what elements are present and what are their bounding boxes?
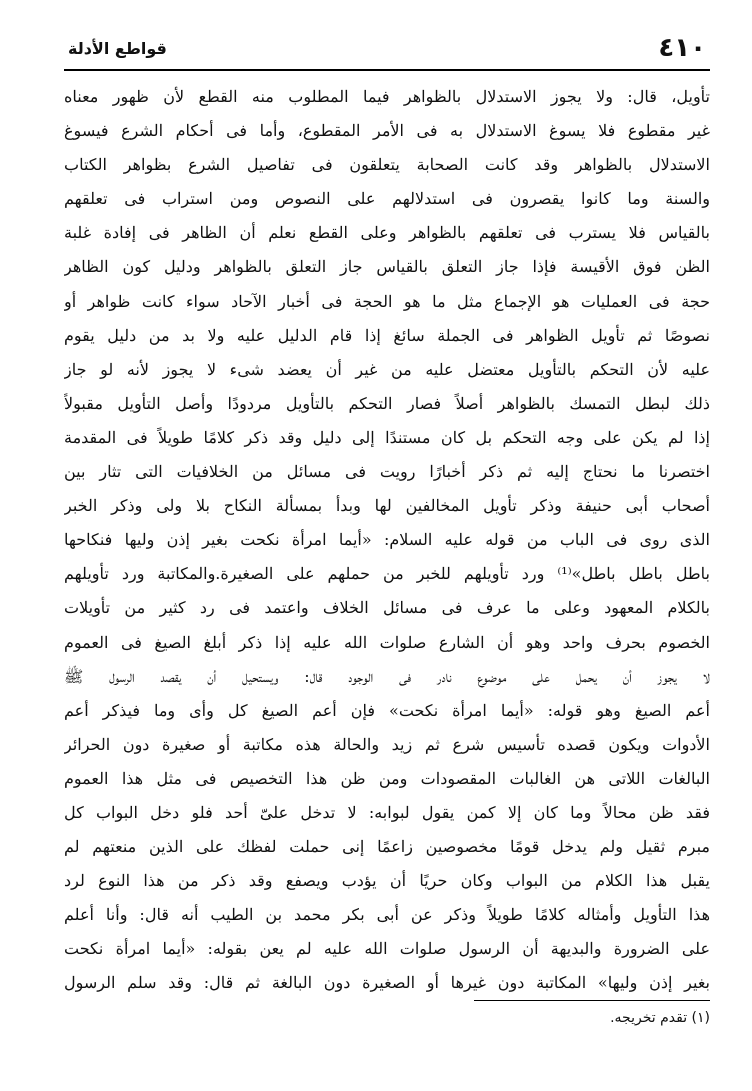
text-line: هذا التأويل وأمثاله كلامًا طويلاً وذكر عن أبى بكر محمد بن الطيب أنه قال: وأنا أعلم [64,905,710,925]
text-line: حجة فى العمليات هو الإجماع مثل ما هو الحجة فى أخبار الآحاد سواء كانت ظواهر أو [64,291,710,311]
page-number: ٤١٠ [658,33,706,63]
text-line: بالكلام المعهود وعلى ما عرف فى مسائل الخلاف واعتمد فى رد كثير من تأويلات [64,598,710,618]
text-line: نصوصًا ثم تأويل الظواهر فى الجملة سائغ إذا قام الدليل عليه ولا بد من دليل يقوم [64,325,710,345]
text-line: اختصرنا ما نحتاج إليه ثم ذكر أخبارًا رويت فى مسائل من الخلافيات التى تثار بين [64,462,710,482]
text-line: عليه لأن التحكم بالتأويل معتضل عليه من غير أن يعضد شىء لا يجوز لأنه لو جاز [64,359,710,379]
header-rule [64,69,710,71]
text-line: الاستدلال بالظواهر وقد كانت الصحابة يتعلقون فى تفاصيل الشرع بظواهر الكتاب [64,155,710,175]
text-line: فقد ظن محالاً وما كان إلا كمن يقول لبوابه: لا تدخل علىّ أحد فلو دخل البواب كل [64,802,710,822]
text-line: أصحاب أبى حنيفة وذكر تأويل المخالفين لها وبدأ بمسألة النكاح بلا ولى وذكر الخبر [64,496,710,516]
text-line: الذى روى فى الباب من قوله عليه السلام: «أيما امرأة نكحت بغير إذن وليها فنكاحها [64,530,710,550]
body-text [64,80,710,1001]
text-line: الخصوم بحرف واحد وهو أن الشارع صلوات الله عليه إذا ذكر أبلغ الصيغ فى العموم [64,632,710,652]
text-line: مبرم ثقيل ولم يدخل قومًا مخصوصين زاعمًا إنى حملت لفظك على الذين منعتهم لم [64,837,710,857]
text-line: البالغات اللاتى هن الغالبات المقصودات ومن ظن هذا التخصيص فى مثل هذا العموم [64,768,710,788]
text-line: على الضرورة والبديهة أن الرسول صلوات الله عليه لم يعن بقوله: «أيما امرأة نكحت [64,939,710,959]
footnote-separator [474,1000,710,1001]
text-line: غير مقطوع فلا يسوغ الاستدلال به فى الأمر المقطوع، وأما فى أحكام الشرع فيسوغ [64,121,710,141]
text-line: لا يجوز أن يحمل على موضوع نادر فى الوجود قال: ويستحيل أن يقصد الرسول ﷺ [64,666,710,686]
text-line: أعم الصيغ وهو قوله: «أيما امرأة نكحت» فإن أعم الصيغ كل وأى وما فيذكر أعم [64,700,710,720]
text-line: باطل باطل باطل»⁽¹⁾ ورد تأويلهم للخبر من حملهم على الصغيرة.والمكاتبة ورد تأويلهم [64,564,710,584]
text-line: الظن فوق الأقيسة فإذا جاز التعلق بالقياس جاز التعلق بالظواهر ودليل كون الظاهر [64,257,710,277]
page-header [64,30,710,70]
text-line: تأويل، قال: ولا يجوز الاستدلال بالظواهر فيما المطلوب منه القطع لأن ظهور معناه [64,87,710,106]
text-line: بغير إذن وليها» المكاتبة دون غيرها أو الصغيرة دون البالغة ثم قال: وقد سلم الرسول [64,973,710,993]
text-line: يقبل هذا الكلام من البواب وكان حريًا أن يؤدب ويصفع وقد ذكر من هذا النوع لرد [64,871,710,891]
running-title: قواطع الأدلة [68,39,167,58]
text-line: الأدوات ويكون قصده تأسيس شرع ثم زيد والحالة هذه مكاتبة أو صغيرة دون الحرائر [64,734,710,754]
text-line: بالقياس فلا يسترب فى تعلقهم بالظواهر وعلى القطع نعلم أن الظاهر فى إفادة غلبة [64,223,710,243]
text-line: ذلك لبطل التمسك بالظواهر أصلاً فصار التحكم بالتأويل مردودًا وأصل التأويل مقبولاً [64,393,710,413]
footnote: (١) تقدم تخريجه. [610,1010,710,1026]
text-line: والسنة وما كانوا يقصرون فى استدلالهم على النصوص ومن استراب فى تعلقهم [64,189,710,209]
text-line: إذا لم يكن على وجه التحكم بل كان مستندًا إلى دليل وقد ذكر كلامًا طويلاً فى المقدمة [64,427,710,447]
